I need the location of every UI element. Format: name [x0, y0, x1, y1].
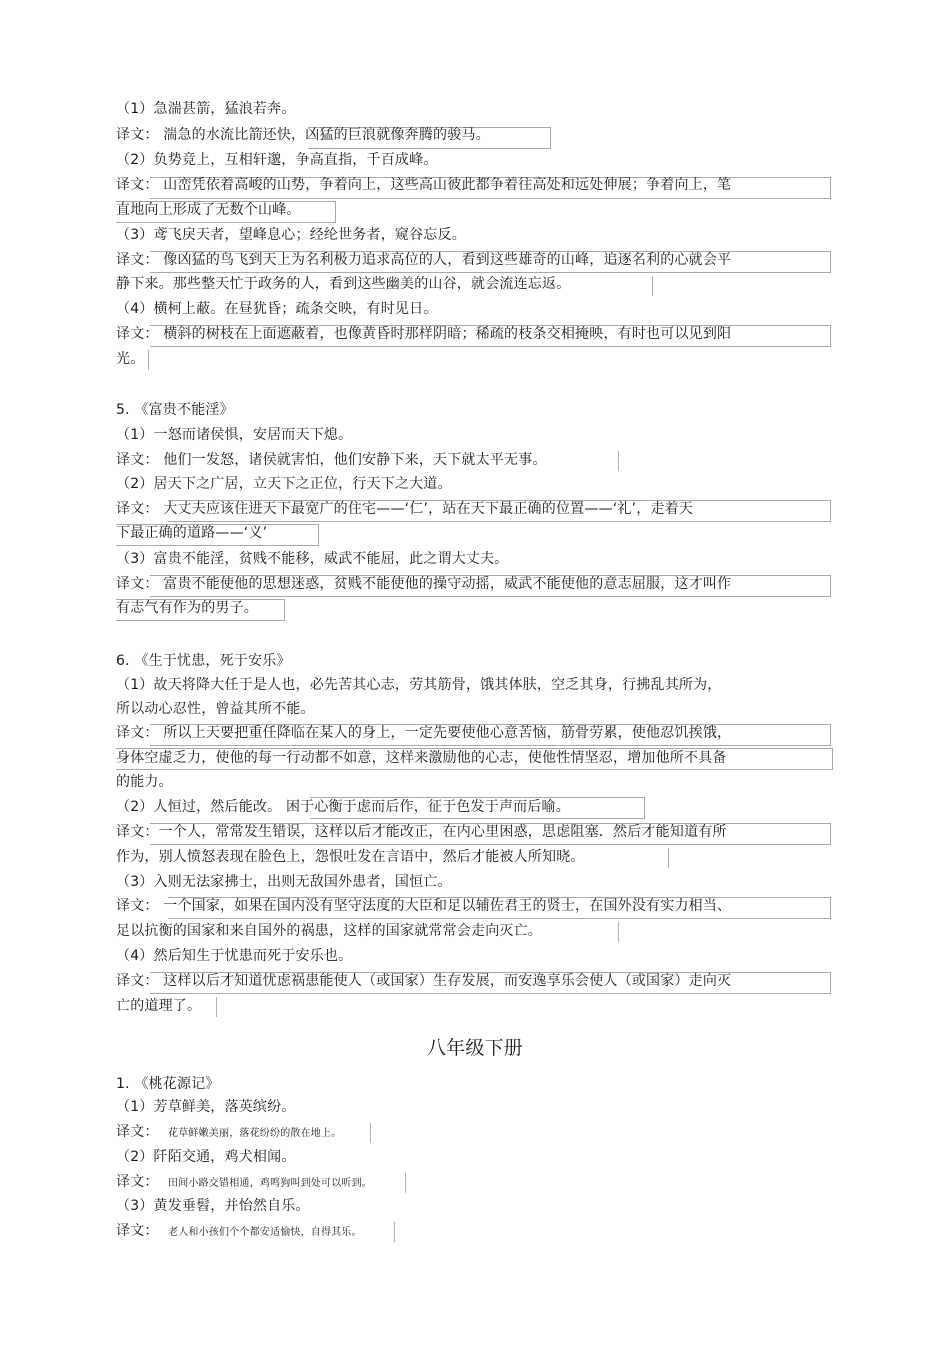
text-line: （3）富贵不能淫，贫贱不能移，威武不能屈，此之谓大丈夫。	[116, 551, 509, 567]
translation-line: 译文：一个人，常常发生错误，这样以后才能改正，在内心里困惑，思虑阻塞．然后才能知道有所	[116, 824, 727, 840]
translation-line: 作为，别人愤怒表现在脸色上，怨恨吐发在言语中，然后才能被人所知晓。	[116, 849, 585, 865]
text-line: （2）负势竞上，互相轩邈，争高直指，千百成峰。	[116, 152, 438, 168]
box-edge	[618, 922, 619, 942]
translation-line: 身体空虚乏力，使他的每一行动都不如意，这样来激励他的心志，使他性情坚忍，增加他所不具备	[116, 750, 727, 766]
translation-line: 下最正确的道路——‘义’	[116, 525, 268, 541]
section-heading: 1. 《桃花源记》	[116, 1076, 220, 1092]
text-line: （2）人恒过，然后能改。 困于心衡于虑而后作，征于色发于声而后喻。	[116, 799, 570, 815]
translation-label: 译文：	[116, 1223, 159, 1239]
box-edge	[668, 848, 669, 868]
translation-line: 译文： 这样以后才知道忧虑祸患能使人（或国家）生存发展，而安逸享乐会使人（或国家）走向灭	[116, 973, 732, 989]
translation-line: 老人和小孩们个个都安适愉快，自得其乐。	[168, 1227, 362, 1238]
translation-line: 花草鲜嫩美丽，落花纷纷的散在地上。	[168, 1128, 342, 1139]
section-title: 八年级下册	[426, 1037, 523, 1059]
text-line: （4）然后知生于忧患而死于安乐也。	[116, 948, 353, 964]
translation-line: 译文： 所以上天要把重任降临在某人的身上，一定先要使他心意苦恼，筋骨劳累，使他忍饥挨饿，	[116, 725, 732, 741]
box-edge	[394, 1222, 395, 1242]
text-line: （3）鸢飞戾天者，望峰息心；经纶世务者，窥谷忘反。	[116, 227, 466, 243]
text-line: （2）居天下之广居，立天下之正位，行天下之大道。	[116, 476, 452, 492]
text-line: （1）急湍甚箭，猛浪若奔。	[116, 101, 296, 117]
translation-line: 静下来。那些整天忙于政务的人，看到这些幽美的山谷，就会流连忘返。	[116, 276, 571, 292]
text-line: （3）入则无法家拂士，出则无敌国外患者，国恒亡。	[116, 874, 452, 890]
box-edge	[618, 451, 619, 471]
translation-line: 直地向上形成了无数个山峰。	[116, 202, 301, 218]
translation-label: 译文：	[116, 1174, 159, 1190]
text-line: （1）一怒而诸侯惧，安居而天下熄。	[116, 427, 353, 443]
section-heading: 6. 《生于忧患，死于安乐》	[116, 653, 291, 669]
box-edge	[652, 276, 653, 296]
translation-line: 译文： 大丈夫应该住进天下最宽广的住宅——‘仁’，站在天下最正确的位置——‘礼’，走着天	[116, 501, 694, 517]
translation-line: 译文： 像凶猛的鸟飞到天上为名利极力追求高位的人，看到这些雄奇的山峰，追逐名利的心就会平	[116, 252, 732, 268]
box-edge	[216, 997, 217, 1017]
text-line: 所以动心忍性，曾益其所不能。	[116, 701, 315, 717]
translation-line: 足以抗衡的国家和来自国外的祸患，这样的国家就常常会走向灭亡。	[116, 923, 542, 939]
text-line: （1）故天将降大任于是人也，必先苦其心志，劳其筋骨，饿其体肤，空乏其身，行拂乱其所为，	[116, 677, 722, 693]
translation-line: 译文： 横斜的树枝在上面遮蔽着，也像黄昏时那样阴暗；稀疏的枝条交相掩映，有时也可以见到阳	[116, 326, 732, 342]
translation-line: 译文： 山峦凭依着高峻的山势，争着向上，这些高山彼此都争着往高处和远处伸展；争着向上，笔	[116, 177, 732, 193]
box-edge	[148, 350, 149, 370]
box-edge	[370, 1123, 371, 1143]
text-line: （4）横柯上蔽。在昼犹昏；疏条交映，有时见日。	[116, 301, 438, 317]
translation-line: 的能力。	[116, 774, 173, 790]
text-line: （2）阡陌交通，鸡犬相闻。	[116, 1149, 296, 1165]
translation-line: 有志气有作为的男子。	[116, 600, 258, 616]
translation-line: 田间小路交错相通，鸡鸣狗叫到处可以听到。	[168, 1178, 372, 1189]
text-line: （3）黄发垂髫，并怡然自乐。	[116, 1198, 310, 1214]
box-edge	[405, 1173, 406, 1193]
translation-line: 译文： 湍急的水流比箭还快，凶猛的巨浪就像奔腾的骏马。	[116, 127, 490, 143]
text-line: （1）芳草鲜美，落英缤纷。	[116, 1099, 296, 1115]
translation-line: 译文： 他们一发怒，诸侯就害怕，他们安静下来，天下就太平无事。	[116, 452, 547, 468]
translation-label: 译文：	[116, 1124, 159, 1140]
translation-line: 译文： 富贵不能使他的思想迷惑，贫贱不能使他的操守动摇，威武不能使他的意志屈服，这才叫作	[116, 576, 732, 592]
translation-line: 光。	[116, 351, 145, 367]
section-heading: 5. 《富贵不能淫》	[116, 402, 234, 418]
translation-line: 亡的道理了。	[116, 998, 202, 1014]
translation-line: 译文： 一个国家，如果在国内没有坚守法度的大臣和足以辅佐君王的贤士，在国外没有实力相当、	[116, 898, 732, 914]
